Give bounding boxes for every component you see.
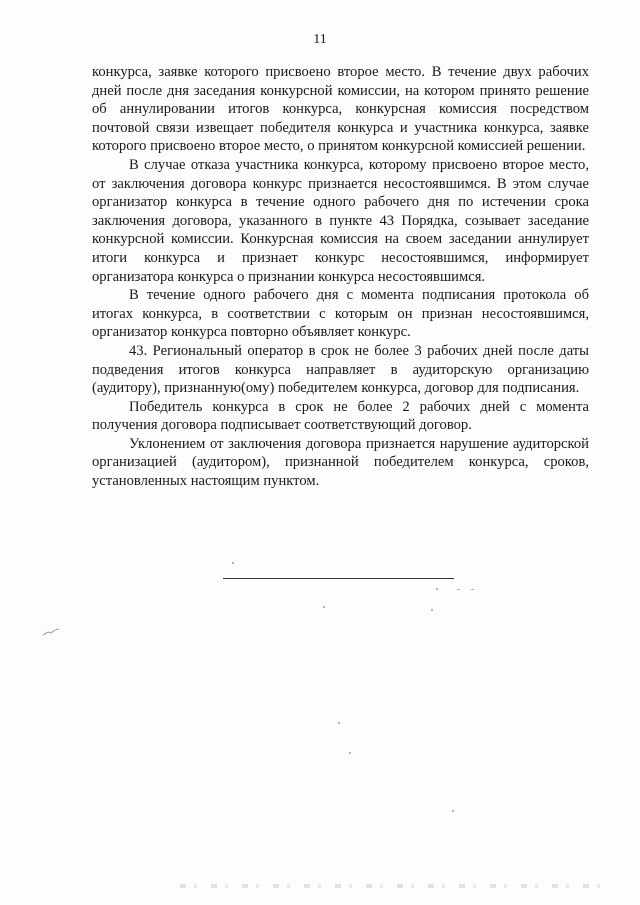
end-separator-line (223, 578, 454, 579)
paragraph-4-item-43: 43. Региональный оператор в срок не более 3 рабочих дней после даты подведения итогов конкурса направляет в аудиторскую организацию (аудитору), признанную(ому) победителем конкурса, договор для подписания. (92, 342, 589, 397)
scan-bottom-noise (180, 884, 610, 888)
paragraph-6: Уклонением от заключения договора признается нарушение аудиторской организацией (аудитором), признанной победителем конкурса, сроков, установленных настоящим пунктом. (92, 435, 589, 490)
scan-speck (349, 752, 351, 754)
paragraph-5: Победитель конкурса в срок не более 2 рабочих дней с момента получения договора подписывает соответствующий договор. (92, 398, 589, 434)
scan-speck (436, 588, 438, 590)
document-body (92, 63, 589, 491)
paragraph-3: В течение одного рабочего дня с момента подписания протокола об итогах конкурса, в соответствии с которым он признан несостоявшимся, организатор конкурса повторно объявляет конкурс. (92, 287, 589, 341)
scan-speck (232, 562, 234, 564)
scan-speck (431, 609, 433, 611)
scan-artifact-mark (42, 628, 60, 636)
scan-speck (471, 589, 474, 590)
scan-speck (338, 722, 340, 724)
paragraph-2: В случае отказа участника конкурса, которому присвоено второе место, от заключения договора конкурс признается несостоявшимся. В этом случае организатор конкурса в течение одного рабочего дня по истечении срока заключения договора, указанного в пункте 43 Порядка, созывает заседание конкурсной комиссии. Конкурсная комиссия на своем заседании аннулирует итоги конкурса и признает конкурс несостоявшимся, информирует организатора конкурса о признании конкурса несостоявшимся. (92, 156, 589, 285)
scan-speck (452, 810, 454, 812)
page-number: 11 (313, 32, 327, 47)
scan-speck (323, 606, 325, 608)
scan-speck (457, 589, 460, 590)
paragraph-1: конкурса, заявке которого присвоено второе место. В течение двух рабочих дней после дня заседания конкурсной комиссии, на котором принято решение об аннулировании итогов конкурса, конкурсная комиссия посредством почтовой связи извещает победителя конкурса и участника конкурса, заявке которого присвоено второе место, о принятом конкурсной комиссией решении. (92, 64, 589, 155)
